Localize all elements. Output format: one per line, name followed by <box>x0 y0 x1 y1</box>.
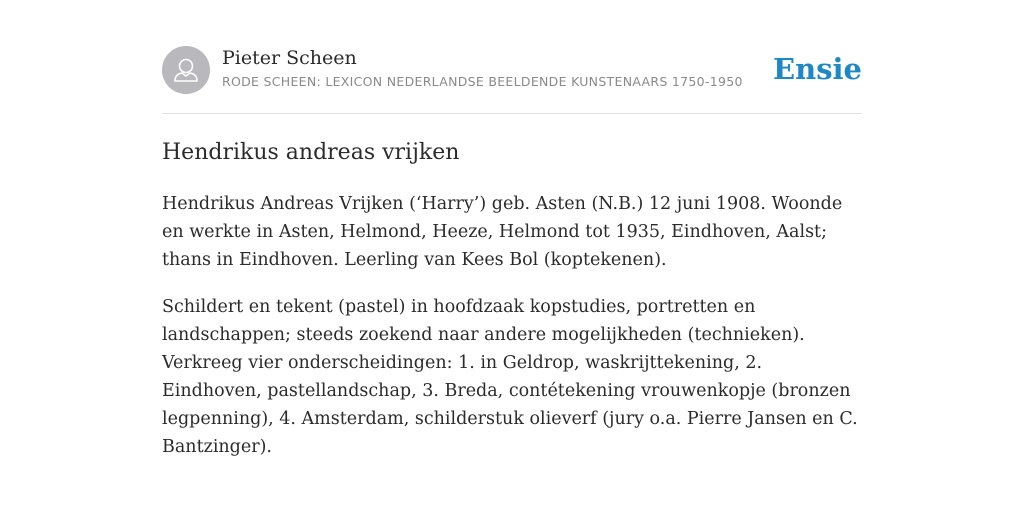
ensie-logo[interactable]: Ensie <box>773 52 862 86</box>
article-title: Hendrikus andreas vrijken <box>162 140 460 165</box>
article-paragraph: Schildert en tekent (pastel) in hoofdzaak kopstudies, portretten en landschappen; steeds zoekend naar andere mogelijkheden (technieken). Verkreeg vier onderscheidingen: 1. in Geldrop, waskrijttekening, 2. Eindhoven, pastellandschap, 3. Breda, contétekening vrouwenkopje (bronzen legpenning), 4. Amsterdam, schilderstuk olieverf (jury o.a. Pierre Jansen en C. Bantzinger). <box>162 297 858 457</box>
author-name[interactable]: Pieter Scheen <box>222 47 357 69</box>
avatar[interactable] <box>162 46 210 94</box>
source-title: RODE SCHEEN: LEXICON NEDERLANDSE BEELDENDE KUNSTENAARS 1750-1950 <box>222 74 743 89</box>
user-avatar-icon <box>162 46 210 94</box>
divider <box>162 113 862 114</box>
article-body <box>162 190 862 480</box>
article-paragraph: Hendrikus Andreas Vrijken (‘Harry’) geb. Asten (N.B.) 12 juni 1908. Woonde en werkte in Asten, Helmond, Heeze, Helmond tot 1935, Eindhoven, Aalst; thans in Eindhoven. Leerling van Kees Bol (koptekenen). <box>162 194 843 270</box>
author-header <box>162 46 862 96</box>
